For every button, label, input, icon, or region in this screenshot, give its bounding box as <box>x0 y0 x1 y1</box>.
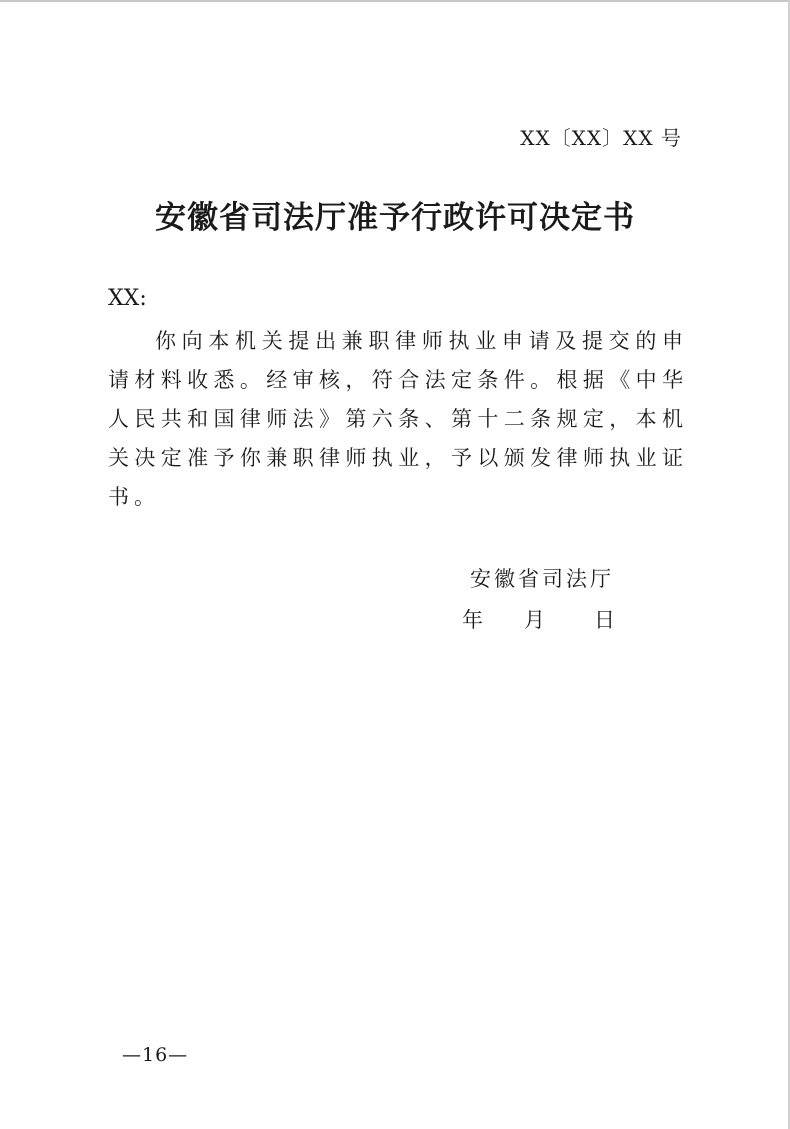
date-day-label: 日 <box>594 608 615 632</box>
page-edge-top <box>0 0 790 2</box>
page-number: —16— <box>122 1044 189 1066</box>
document-title: 安徽省司法厅准予行政许可决定书 <box>155 200 635 236</box>
addressee: XX: <box>108 286 147 311</box>
signing-organization: 安徽省司法厅 <box>470 567 614 591</box>
document-number: XX〔XX〕XX 号 <box>520 126 682 150</box>
date-month-label: 月 <box>524 608 545 632</box>
signing-date <box>462 604 618 634</box>
body-paragraph: 你向本机关提出兼职律师执业申请及提交的申请材料收悉。经审核，符合法定条件。根据《中华人民共和国律师法》第六条、第十二条规定，本机关决定准予你兼职律师执业，予以颁发律师执业证书。 <box>108 329 688 509</box>
date-year-label: 年 <box>462 608 483 632</box>
